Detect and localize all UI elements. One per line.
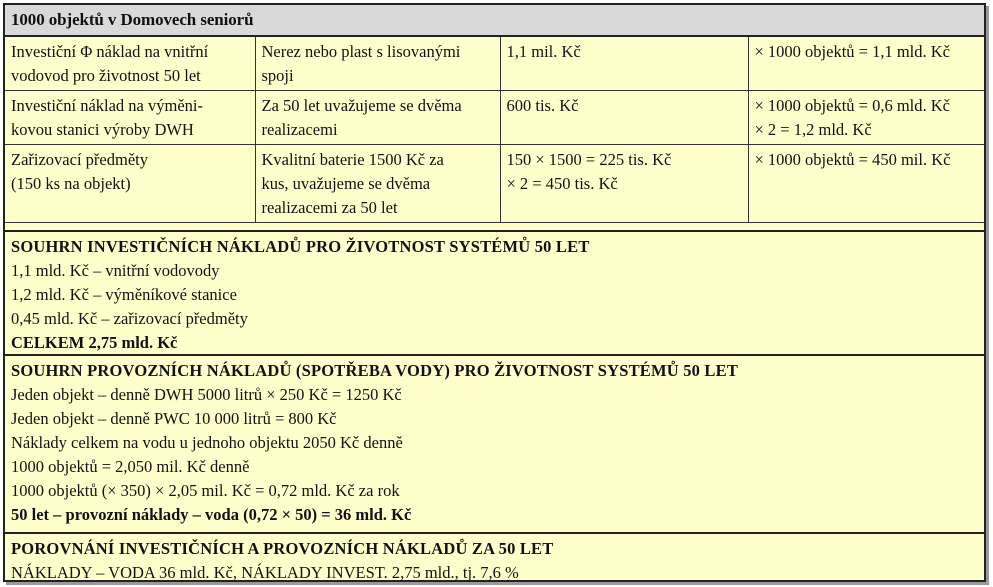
summary-line: 1000 objektů = 2,050 mil. Kč denně [11, 457, 250, 476]
table-cell [748, 91, 984, 145]
comparison-line: NÁKLADY – VODA 36 mld. Kč, NÁKLADY INVEST. 2,75 mld., tj. 7,6 % [11, 563, 519, 582]
cell-line: Kvalitní baterie 1500 Kč za [261, 150, 444, 169]
comparison-section [5, 532, 984, 582]
table-cell [500, 91, 748, 145]
table-cell [500, 37, 748, 91]
cell-line: kovou stanici výroby DWH [11, 120, 194, 139]
cell-line: realizacemi za 50 let [261, 198, 398, 217]
cell-line: × 1000 objektů = 1,1 mld. Kč [754, 42, 951, 61]
cell-line: Investiční Φ náklad na vnitřní [11, 42, 209, 61]
table-cell [255, 91, 500, 145]
table-row [5, 145, 984, 223]
summary-line: 1,2 mld. Kč – výměníkové stanice [11, 285, 237, 304]
operating-summary-section [5, 354, 984, 533]
cell-line: 1,1 mil. Kč [506, 42, 581, 61]
table-cell [5, 37, 255, 91]
cell-line: 150 × 1500 = 225 tis. Kč [506, 150, 672, 169]
table-cell [255, 37, 500, 91]
table-header-title: 1000 objektů v Domovech seniorů [5, 5, 984, 37]
cell-line: × 2 = 1,2 mld. Kč [754, 120, 872, 139]
cell-line: spoji [261, 66, 294, 85]
summary-line: Jeden objekt – denně DWH 5000 litrů × 250 Kč = 1250 Kč [11, 385, 402, 404]
cell-line: Zařizovací předměty [11, 150, 148, 169]
summary-line: 1000 objektů (× 350) × 2,05 mil. Kč = 0,72 mld. Kč za rok [11, 481, 400, 500]
cell-line: × 1000 objektů = 450 mil. Kč [754, 150, 951, 169]
table-cell [748, 145, 984, 223]
cell-line: Nerez nebo plast s lisovanými [261, 42, 461, 61]
table-cell [5, 145, 255, 223]
table-cell [5, 91, 255, 145]
cell-line: Investiční náklad na výměni- [11, 96, 203, 115]
cell-line: kus, uvažujeme se dvěma [261, 174, 431, 193]
cell-line: × 1000 objektů = 0,6 mld. Kč [754, 96, 951, 115]
cell-line: (150 ks na objekt) [11, 174, 131, 193]
cell-line: Za 50 let uvažujeme se dvěma [261, 96, 462, 115]
cost-grid-table [5, 37, 984, 223]
table-cell [748, 37, 984, 91]
investment-summary-section [5, 230, 984, 352]
section-title: POROVNÁNÍ INVESTIČNÍCH A PROVOZNÍCH NÁKLADŮ ZA 50 LET [11, 539, 554, 558]
summary-line: Náklady celkem na vodu u jednoho objektu 2050 Kč denně [11, 433, 403, 452]
section-title: SOUHRN INVESTIČNÍCH NÁKLADŮ PRO ŽIVOTNOST SYSTÉMŮ 50 LET [11, 237, 590, 256]
cell-line: 600 tis. Kč [506, 96, 579, 115]
table-cell [500, 145, 748, 223]
table-cell [255, 145, 500, 223]
table-row [5, 37, 984, 91]
summary-line: 1,1 mld. Kč – vnitřní vodovody [11, 261, 220, 280]
cell-line: realizacemi [261, 120, 338, 139]
cell-line: vodovod pro životnost 50 let [11, 66, 201, 85]
table-row [5, 91, 984, 145]
cost-table-frame [3, 3, 986, 582]
cell-line: × 2 = 450 tis. Kč [506, 174, 618, 193]
summary-total: CELKEM 2,75 mld. Kč [11, 333, 178, 352]
summary-line: Jeden objekt – denně PWC 10 000 litrů = 800 Kč [11, 409, 337, 428]
summary-total: 50 let – provozní náklady – voda (0,72 × 50) = 36 mld. Kč [11, 505, 412, 524]
summary-line: 0,45 mld. Kč – zařizovací předměty [11, 309, 248, 328]
section-title: SOUHRN PROVOZNÍCH NÁKLADŮ (SPOTŘEBA VODY) PRO ŽIVOTNOST SYSTÉMŮ 50 LET [11, 361, 739, 380]
